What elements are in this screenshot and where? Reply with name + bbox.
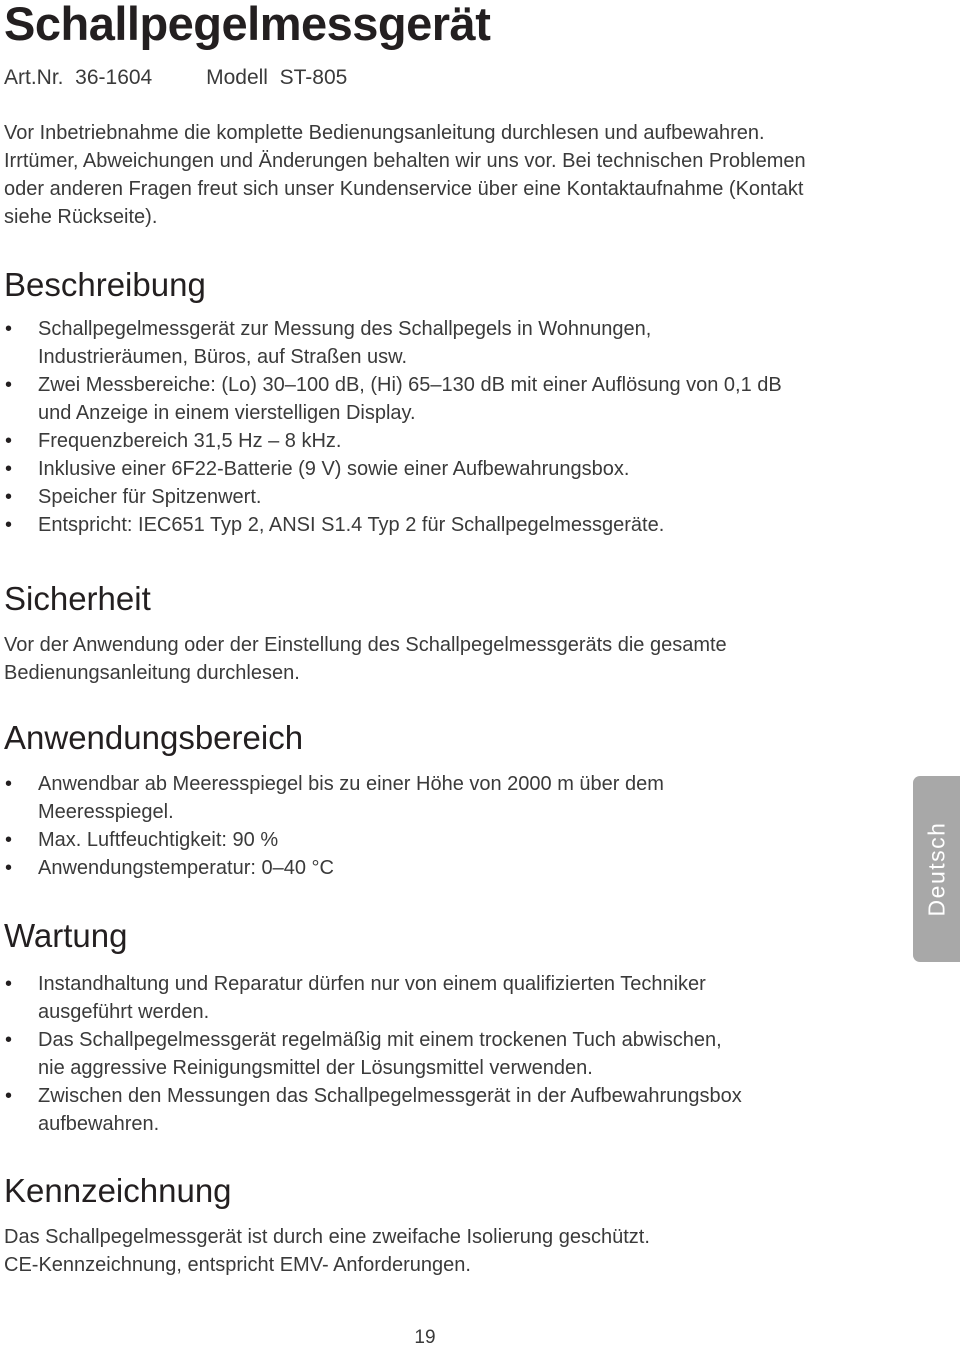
page-title: Schallpegelmessgerät <box>4 0 491 50</box>
list-item-line: Schallpegelmessgerät zur Messung des Schallpegels in Wohnungen, <box>38 318 652 340</box>
list-item <box>4 371 904 427</box>
bullet-list <box>4 315 904 539</box>
list-item-line: Max. Luftfeuchtigkeit: 90 % <box>38 829 279 851</box>
section-heading: Beschreibung <box>4 266 206 303</box>
bullet-icon: • <box>5 1085 13 1107</box>
bullet-icon: • <box>5 458 13 480</box>
list-item-line: Industrieräumen, Büros, auf Straßen usw. <box>38 346 408 368</box>
list-item <box>4 455 904 483</box>
paragraph-line: CE-Kennzeichnung, entspricht EMV- Anforderungen. <box>4 1254 471 1276</box>
list-item <box>4 315 904 371</box>
list-item <box>4 511 904 539</box>
bullet-icon: • <box>5 1029 13 1051</box>
list-item-line: ausgeführt werden. <box>38 1001 210 1023</box>
list-item <box>4 770 904 826</box>
section-kennzeichnung <box>4 1171 904 1279</box>
list-item <box>4 970 904 1026</box>
list-item-line: nie aggressive Reinigungsmittel der Lösungsmittel verwenden. <box>38 1057 593 1079</box>
list-item-line: aufbewahren. <box>38 1113 160 1135</box>
list-item-line: Anwendbar ab Meeresspiegel bis zu einer Höhe von 2000 m über dem <box>38 773 664 795</box>
list-item-line: Meeresspiegel. <box>38 801 174 823</box>
list-item-line: Instandhaltung und Reparatur dürfen nur von einem qualifizierten Techniker <box>38 973 706 995</box>
list-item-line: Frequenzbereich 31,5 Hz – 8 kHz. <box>38 430 342 452</box>
list-item <box>4 854 904 882</box>
paragraph-line: Das Schallpegelmessgerät ist durch eine zweifache Isolierung geschützt. <box>4 1226 650 1248</box>
list-item-line: Speicher für Spitzenwert. <box>38 486 262 508</box>
section-heading: Kennzeichnung <box>4 1172 232 1209</box>
list-item-line: Inklusive einer 6F22-Batterie (9 V) sowie einer Aufbewahrungsbox. <box>38 458 630 480</box>
list-item-line: und Anzeige in einem vierstelligen Display. <box>38 402 416 424</box>
article-info <box>4 64 347 92</box>
intro-paragraph <box>4 119 904 231</box>
list-item-line: Anwendungstemperatur: 0–40 °C <box>38 857 334 879</box>
list-item <box>4 427 904 455</box>
list-item-line: Entspricht: IEC651 Typ 2, ANSI S1.4 Typ 2 für Schallpegelmessgeräte. <box>38 514 665 536</box>
section-heading: Anwendungsbereich <box>4 719 304 756</box>
bullet-icon: • <box>5 514 13 536</box>
bullet-icon: • <box>5 374 13 396</box>
bullet-icon: • <box>5 430 13 452</box>
bullet-icon: • <box>5 857 13 879</box>
language-tab <box>913 776 960 962</box>
bullet-list <box>4 970 904 1138</box>
article-number: Art.Nr. 36-1604 <box>4 66 153 89</box>
language-tab-label: Deutsch <box>923 821 949 917</box>
section-sicherheit <box>4 579 904 687</box>
bullet-icon: • <box>5 318 13 340</box>
intro-line: Vor Inbetriebnahme die komplette Bedienungsanleitung durchlesen und aufbewahren. <box>4 122 765 144</box>
bullet-icon: • <box>5 829 13 851</box>
bullet-icon: • <box>5 486 13 508</box>
list-item <box>4 1026 904 1082</box>
intro-line: oder anderen Fragen freut sich unser Kundenservice über eine Kontaktaufnahme (Kontakt <box>4 178 804 200</box>
intro-line: Irrtümer, Abweichungen und Änderungen behalten wir uns vor. Bei technischen Problemen <box>4 150 806 172</box>
section-wartung <box>4 916 904 1138</box>
page-number: 19 <box>414 1327 436 1348</box>
list-item-line: Zwei Messbereiche: (Lo) 30–100 dB, (Hi) 65–130 dB mit einer Auflösung von 0,1 dB <box>38 374 782 396</box>
paragraph-line: Bedienungsanleitung durchlesen. <box>4 662 300 684</box>
section-beschreibung <box>4 265 904 539</box>
intro-line: siehe Rückseite). <box>4 206 158 228</box>
bullet-icon: • <box>5 773 13 795</box>
list-item-line: Zwischen den Messungen das Schallpegelmessgerät in der Aufbewahrungsbox <box>38 1085 742 1107</box>
list-item <box>4 826 904 854</box>
list-item-line: Das Schallpegelmessgerät regelmäßig mit einem trockenen Tuch abwischen, <box>38 1029 722 1051</box>
bullet-list <box>4 770 904 882</box>
model-number: Modell ST-805 <box>206 66 348 89</box>
paragraph-line: Vor der Anwendung oder der Einstellung des Schallpegelmessgeräts die gesamte <box>4 634 727 656</box>
section-heading: Wartung <box>4 917 128 954</box>
section-anwendungsbereich <box>4 718 904 882</box>
section-heading: Sicherheit <box>4 580 151 617</box>
list-item <box>4 1082 904 1138</box>
list-item <box>4 483 904 511</box>
bullet-icon: • <box>5 973 13 995</box>
